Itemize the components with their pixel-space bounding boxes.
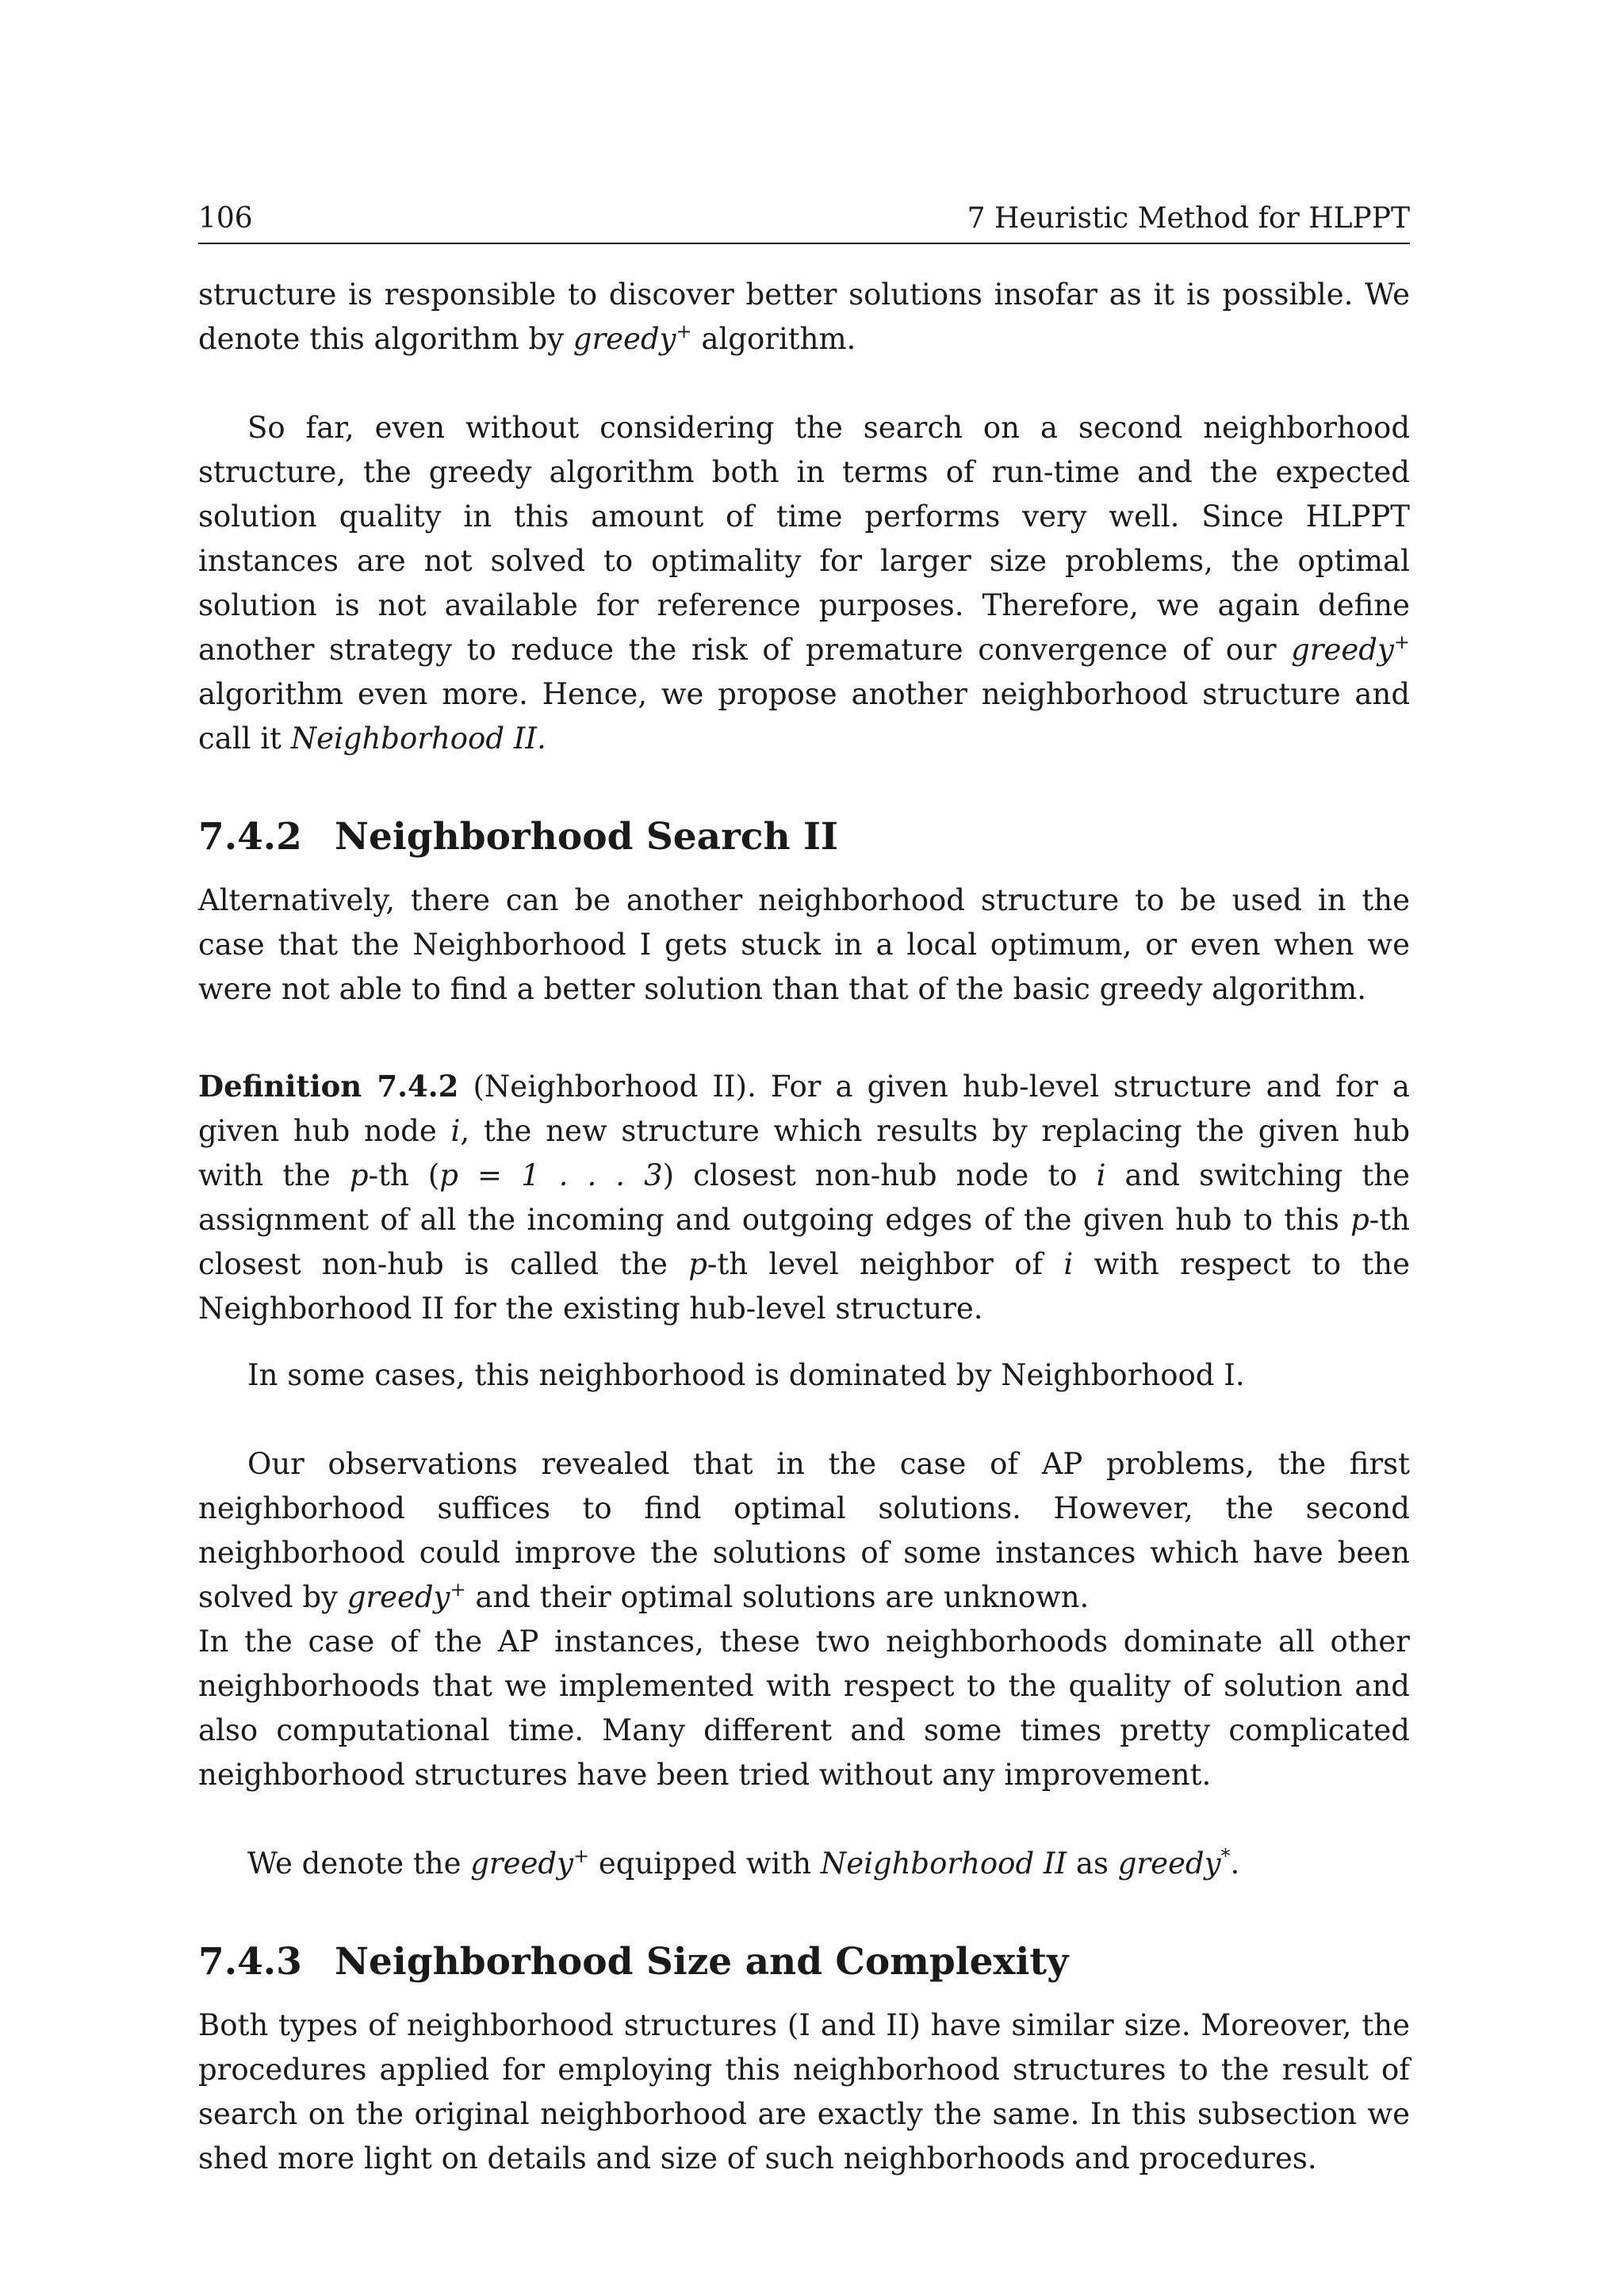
paragraph-so-far [198, 406, 1410, 761]
section-title: Neighborhood Search II [335, 815, 839, 859]
math-range: p = 1 . . . 3 [439, 1158, 663, 1192]
section-heading-742 [198, 813, 1410, 861]
definition-text: For a given hub-level structure and for a given hub node [198, 1070, 1410, 1148]
definition-text: -th level neighbor of [707, 1247, 1064, 1281]
plus-superscript: + [573, 1845, 590, 1867]
section-743-paragraph: Both types of neighborhood structures (I and II) have similar size. Moreover, the procedures applied for employing this neighborhood structures to the result of search on the original neighborhood are exactly the same. In this subsection we shed more light on details and size of such neighborhoods and procedures. [198, 2008, 1410, 2175]
running-head [198, 202, 1410, 244]
obs-text-1: Our observations revealed that in the case of AP problems, the first neighborhood suffices to find optimal solutions. However, the second neighborhood could improve the solutions of some instances which have been solved by [198, 1447, 1410, 1614]
math-var-p: p [1350, 1203, 1369, 1237]
definition-text: -th ( [368, 1158, 440, 1192]
obs-text-2: and their optimal solutions are unknown. [465, 1580, 1090, 1614]
section-number: 7.4.2 [198, 815, 302, 859]
denote-text-1: We denote the [247, 1846, 471, 1881]
plus-superscript: + [450, 1578, 466, 1601]
denote-text-4: . [1230, 1846, 1240, 1881]
math-var-p: p [688, 1247, 707, 1281]
definition-text: ) closest non-hub node to [662, 1158, 1097, 1192]
star-superscript: * [1220, 1845, 1231, 1867]
math-var-i: i [450, 1114, 461, 1148]
denote-text-3: as [1067, 1846, 1118, 1881]
page [198, 202, 1410, 2181]
paragraph-ap-instances: In the case of the AP instances, these two neighborhoods dominate all other neighborhoods that we implemented with respect to the quality of solution and also computational time. Many different and some times pretty complicated neighborhood structures have been tried without any improvement. [198, 1624, 1410, 1792]
chapter-title: 7 Heuristic Method for HLPPT [967, 202, 1410, 235]
denote-text-2: equipped with [589, 1846, 821, 1881]
greedy-term: greedy [573, 322, 676, 356]
math-var-i: i [1063, 1247, 1074, 1281]
section-742-paragraph: Alternatively, there can be another neighborhood structure to be used in the case that the Neighborhood I gets stuck in a local optimum, or even when we were not able to find a better solution than that of the basic greedy algorithm. [198, 883, 1410, 1006]
definition-text: -th closest non-hub is called the [198, 1203, 1410, 1281]
math-var-i: i [1096, 1158, 1106, 1192]
definition-block [198, 1064, 1410, 1331]
page-number: 106 [198, 202, 253, 235]
paragraph-observations [198, 1442, 1410, 1620]
section-heading-743 [198, 1938, 1410, 1986]
definition-text: , the new structure which results by replacing the given hub with the [198, 1114, 1410, 1192]
intro-paragraph [198, 273, 1410, 362]
greedy-star-term: greedy [1117, 1846, 1221, 1881]
greedy-term: greedy [1291, 633, 1394, 667]
intro-text-1: structure is responsible to discover better solutions insofar as it is possible. We denote this algorithm by [198, 277, 1410, 356]
definition-label: Definition 7.4.2 [198, 1069, 459, 1104]
plus-superscript: + [676, 320, 692, 342]
greedy-term: greedy [347, 1580, 450, 1614]
plus-superscript: + [1393, 631, 1410, 653]
math-var-p: p [349, 1158, 369, 1192]
para2-text-2: algorithm even more. Hence, we propose another neighborhood structure and call it [198, 677, 1410, 756]
section-number: 7.4.3 [198, 1940, 302, 1984]
para2-text-1: So far, even without considering the search on a second neighborhood structure, the greedy algorithm both in terms of run-time and the expected solution quality in this amount of time performs very well. Since HLPPT instances are not solved to optimality for larger size problems, the optimal solution is not available for reference purposes. Therefore, we again define another strategy to reduce the risk of premature convergence of our [198, 411, 1410, 667]
definition-text: with respect to the Neighborhood II for the existing hub-level structure. [198, 1247, 1410, 1326]
neighborhood-ii-term: Neighborhood II. [290, 721, 546, 756]
neighborhood-ii-term: Neighborhood II [820, 1846, 1067, 1881]
paragraph-denote [198, 1842, 1410, 1886]
intro-text-2: algorithm. [691, 322, 856, 356]
greedy-term: greedy [470, 1846, 574, 1881]
definition-name: (Neighborhood II). [473, 1070, 756, 1104]
paragraph-dominated: In some cases, this neighborhood is dominated by Neighborhood I. [247, 1358, 1245, 1392]
section-title: Neighborhood Size and Complexity [335, 1940, 1069, 1984]
definition-text: and switching the assignment of all the incoming and outgoing edges of the given hub to this [198, 1158, 1410, 1237]
